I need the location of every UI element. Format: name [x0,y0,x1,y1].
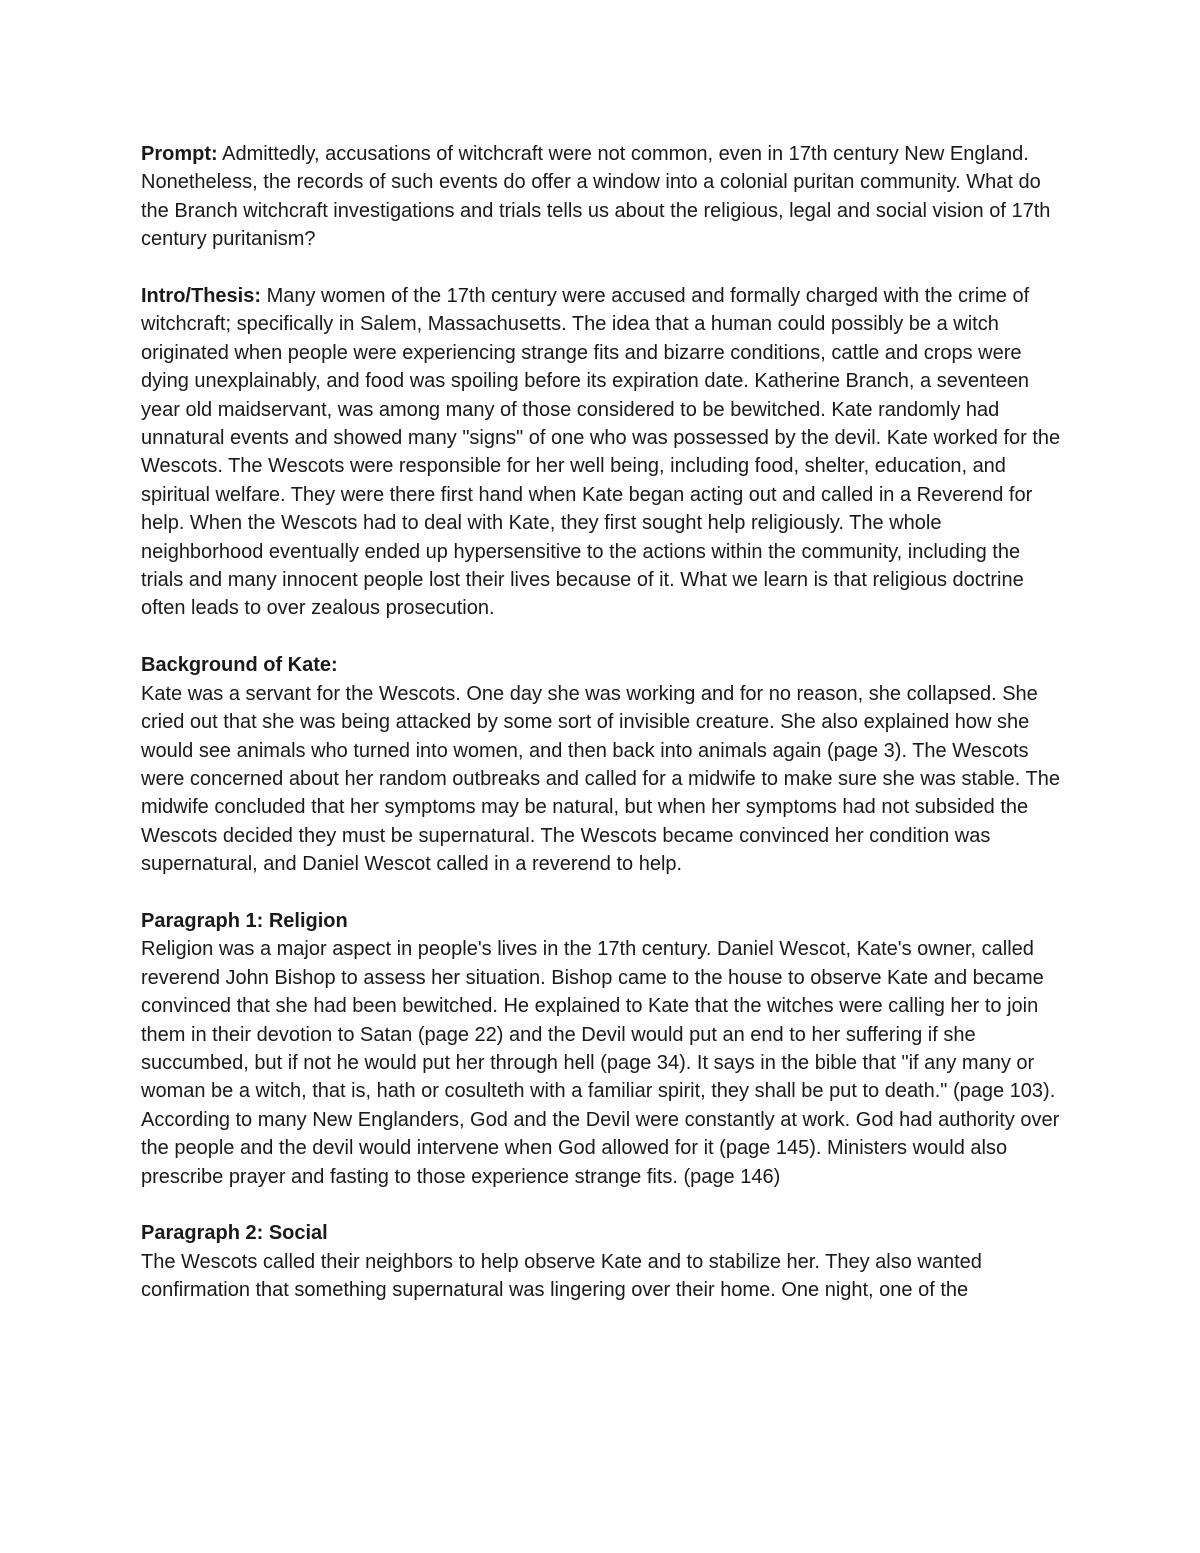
intro-thesis-paragraph [141,282,1066,623]
paragraph-1-text: Religion was a major aspect in people's lives in the 17th century. Daniel Wescot, Kate's owner, called reverend John Bishop to assess her situation. Bishop came to the house to observe Kate and became convinced that she had been bewitched. He explained to Kate that the witches were calling her to join them in their devotion to Satan (page 22) and the Devil would put an end to her suffering if she succumbed, but if not he would put her through hell (page 34). It says in the bible that "if any many or woman be a witch, that is, hath or cosulteth with a familiar spirit, they shall be put to death." (page 103). According to many New Englanders, God and the Devil were constantly at work. God had authority over the people and the devil would intervene when God allowed for it (page 145). Ministers would also prescribe prayer and fasting to those experience strange fits. (page 146) [141,938,1060,1188]
prompt-label: Prompt: [141,143,218,165]
prompt-paragraph [141,140,1066,254]
background-section [141,651,1066,878]
prompt-text: Admittedly, accusations of witchcraft were not common, even in 17th century New England. Nonetheless, the records of such events do offer a window into a colonial puritan community. What do the Branch witchcraft investigations and trials tells us about the religious, legal and social vision of 17th century puritanism? [141,143,1051,251]
paragraph-2-heading: Paragraph 2: Social [141,1222,328,1245]
background-text: Kate was a servant for the Wescots. One day she was working and for no reason, she collapsed. She cried out that she was being attacked by some sort of invisible creature. She also explained how she would see animals who turned into women, and then back into animals again (page 3). The Wescots were concerned about her random outbreaks and called for a midwife to make sure she was stable. The midwife concluded that her symptoms may be natural, but when her symptoms had not subsided the Wescots decided they must be supernatural. The Wescots became convinced her condition was supernatural, and Daniel Wescot called in a reverend to help. [141,682,1061,876]
intro-thesis-text: Many women of the 17th century were accused and formally charged with the crime of witchcraft; specifically in Salem, Massachusetts. The idea that a human could possibly be a witch originated when people were experiencing strange fits and bizarre conditions, cattle and crops were dying unexplainably, and food was spoiling before its expiration date. Katherine Branch, a seventeen year old maidservant, was among many of those considered to be bewitched. Kate randomly had unnatural events and showed many "signs" of one who was possessed by the devil. Kate worked for the Wescots. The Wescots were responsible for her well being, including food, shelter, education, and spiritual welfare. They were there first hand when Kate began acting out and called in a Reverend for help. When the Wescots had to deal with Kate, they first sought help religiously. The whole neighborhood eventually ended up hypersensitive to the actions within the community, including the trials and many innocent people lost their lives because of it. What we learn is that religious doctrine often leads to over zealous prosecution. [141,285,1061,620]
paragraph-1-heading: Paragraph 1: Religion [141,909,348,932]
paragraph-2-text: The Wescots called their neighbors to help observe Kate and to stabilize her. They also wanted confirmation that something supernatural was lingering over their home. One night, one of the [141,1250,982,1302]
document-page [141,140,1066,1333]
intro-thesis-label: Intro/Thesis: [141,285,262,308]
paragraph-2-section [141,1219,1066,1304]
paragraph-1-section [141,907,1066,1191]
background-heading: Background of Kate: [141,654,338,677]
